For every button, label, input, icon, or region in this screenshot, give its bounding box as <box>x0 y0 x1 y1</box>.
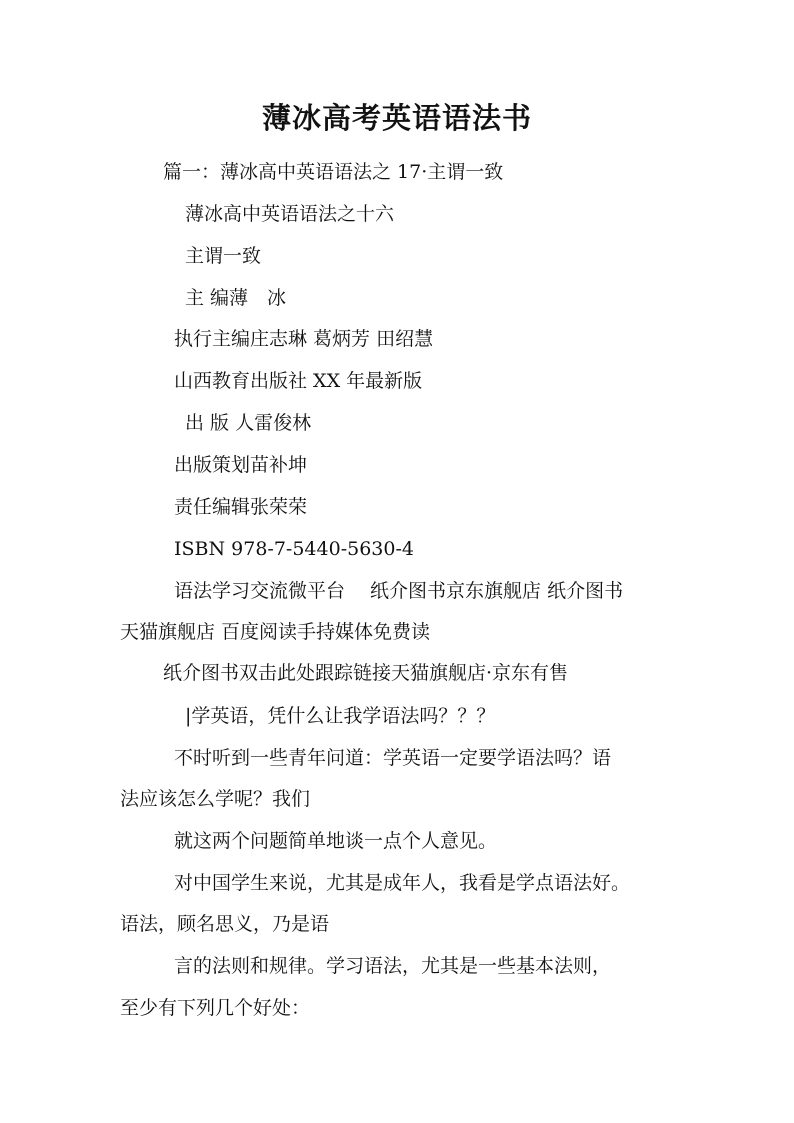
paragraph-line: 法应该怎么学呢？我们 <box>120 788 311 810</box>
paragraph-line: 至少有下列几个好处： <box>120 997 311 1019</box>
text-line: 执行主编庄志琳 葛炳芳 田绍慧 <box>174 328 434 350</box>
paragraph-line: 不时听到一些青年问道：学英语一定要学语法吗？语 <box>174 747 612 769</box>
text-line: 天猫旗舰店 百度阅读手持媒体免费读 <box>120 621 431 643</box>
isbn-line: ISBN 978-7-5440-5630-4 <box>174 538 414 560</box>
paragraph-line: 语法，顾名思义，乃是语 <box>120 913 330 935</box>
text-line: 山西教育出版社 XX 年最新版 <box>174 370 423 392</box>
text-line: 语法学习交流微平台 纸介图书京东旗舰店 纸介图书 <box>174 580 624 602</box>
text-line: 出 版 人雷俊林 <box>185 412 312 434</box>
text-line: 篇一：薄冰高中英语语法之 17·主谓一致 <box>163 161 504 183</box>
text-line: 出版策划苗补坤 <box>174 454 308 476</box>
paragraph-line: 就这两个问题简单地谈一点个人意见。 <box>174 830 498 852</box>
text-line: 纸介图书双击此处跟踪链接天猫旗舰店·京东有售 <box>163 662 569 684</box>
text-line: 主 编薄 冰 <box>185 287 287 309</box>
text-line: 薄冰高中英语语法之十六 <box>185 203 395 225</box>
paragraph-line: 言的法则和规律。学习语法，尤其是一些基本法则， <box>174 955 612 977</box>
text-line: |学英语，凭什么让我学语法吗？？？ <box>185 705 496 727</box>
text-line: 主谓一致 <box>185 245 262 267</box>
document-title: 薄冰高考英语语法书 <box>261 101 532 135</box>
paragraph-line: 对中国学生来说，尤其是成年人，我看是学点语法好。 <box>174 872 631 894</box>
text-line: 责任编辑张荣荣 <box>174 496 308 518</box>
